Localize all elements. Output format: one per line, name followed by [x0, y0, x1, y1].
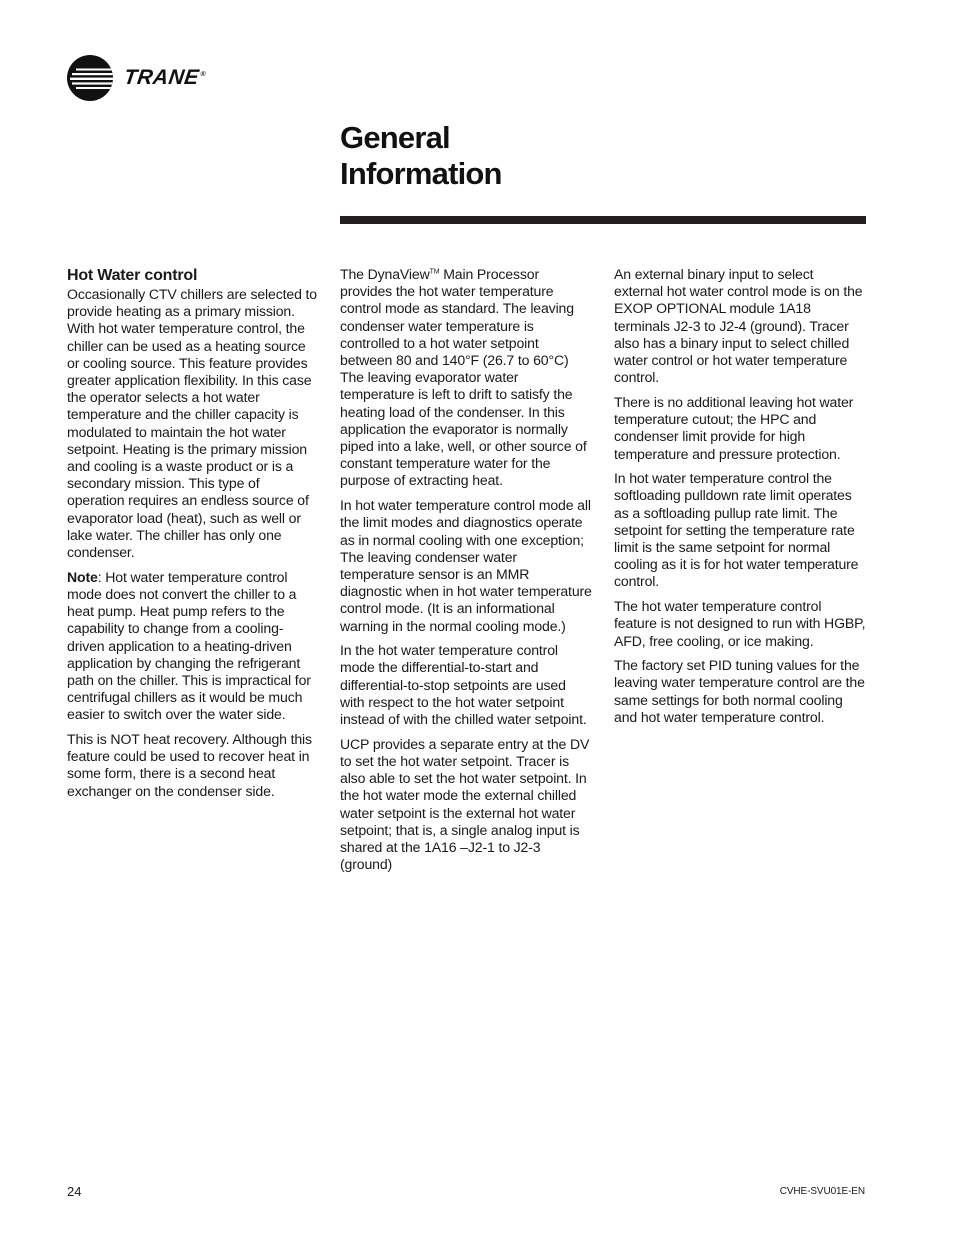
- paragraph: There is no additional leaving hot water temperature cutout; the HPC and condenser limit provide for high temperature and pressure protection.: [614, 393, 854, 462]
- paragraph: In the hot water temperature control mode the differential-to-start and differential-to-stop setpoints are used with respect to the hot water setpoint instead of with the chilled water setpoint.: [340, 642, 587, 728]
- paragraph: UCP provides a separate entry at the DV to set the hot water setpoint. Tracer is also able to set the hot water setpoint. In the hot water mode the external chilled water setpoint is the external hot water setpoint; that is, a single analog input is shared at the 1A16 –J2-1 to J2-3 (ground): [340, 735, 590, 873]
- section-heading: Hot Water control: [67, 267, 198, 284]
- trademark-mark: TM: [429, 268, 440, 276]
- title-divider: [340, 216, 866, 224]
- page-title: [340, 120, 502, 192]
- text-column-2: [340, 266, 592, 881]
- paragraph: In hot water temperature control mode all the limit modes and diagnostics operate as in normal cooling with one exception; The leaving condenser water temperature sensor is an MMR diagnostic when in hot water temperature control mode. (It is an informational warning in the normal cooling mode.): [340, 497, 592, 634]
- paragraph: The factory set PID tuning values for the leaving water temperature control are the same settings for both normal cooling and hot water temperature control.: [614, 657, 865, 725]
- paragraph: This is NOT heat recovery. Although this feature could be used to recover heat in some form, there is a second heat exchanger on the condenser side.: [67, 731, 312, 799]
- trane-logo: [66, 54, 206, 102]
- paragraph: The hot water temperature control feature is not designed to run with HGBP, AFD, free cooling, or ice making.: [614, 598, 866, 649]
- trane-logo-mark-icon: [66, 54, 114, 102]
- text-column-1: [67, 266, 319, 807]
- paragraph: Occasionally CTV chillers are selected to provide heating as a primary mission. With hot water temperature control, the chiller can be used as a heating source or cooling source. This feature provides greater application flexibility. In this case the operator selects a hot water temperature and the chiller capacity is modulated to maintain the hot water setpoint. Heating is the primary mission and cooling is a waste product or is a secondary mission. This type of operation requires an endless source of evaporator load (heat), such as well or lake water. The chiller has only one condenser.: [67, 286, 317, 561]
- note-label: Note: [67, 568, 98, 585]
- text-column-3: [614, 266, 866, 734]
- paragraph: In hot water temperature control the softloading pulldown rate limit operates as a softloading pullup rate limit. The setpoint for setting the temperature rate limit is the same setpoint for normal cooling as it is for hot water temperature control.: [614, 470, 859, 590]
- page-title-line2: Information: [340, 156, 502, 191]
- page-number: 24: [67, 1184, 82, 1199]
- note-text: : Hot water temperature control mode does not convert the chiller to a heat pump. Heat pump refers to the capability to change from a cooling-driven application to a heating-driven application by changing the refrigerant path on the chiller. This is impractical for centrifugal chillers as it would be much easier to switch over the water side.: [67, 568, 311, 723]
- trane-wordmark: TRANE®: [122, 66, 207, 89]
- page-title-line1: General: [340, 120, 450, 155]
- paragraph: The DynaView™ Main Processor provides the hot water temperature control mode as standard. The leaving condenser water temperature is controlled to a hot water setpoint between 80 and 140°F (26.7 to 60°C) The leaving evaporator water temperature is left to drift to satisfy the heating load of the condenser. In this application the evaporator is normally piped into a lake, well, or other source of constant temperature water for the purpose of extracting heat.: [340, 266, 587, 489]
- note-paragraph: [67, 569, 319, 724]
- document-code: CVHE-SVU01E-EN: [779, 1186, 865, 1197]
- paragraph: An external binary input to select external hot water control mode is on the EXOP OPTIONAL module 1A18 terminals J2-3 to J2-4 (ground). Tracer also has a binary input to select chilled water control or hot water temperature control.: [614, 266, 863, 386]
